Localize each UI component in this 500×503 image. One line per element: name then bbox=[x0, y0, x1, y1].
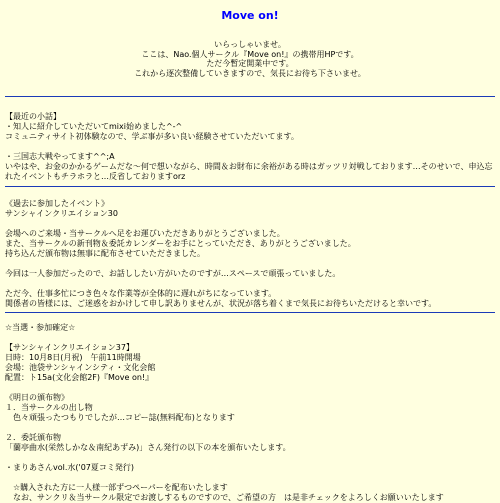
text-line: 【サンシャインクリエイション37】 bbox=[5, 343, 134, 352]
section-heading: ☆当選・参加確定☆ bbox=[5, 323, 76, 332]
section-heading: 《過去に参加したイベント》 bbox=[5, 199, 109, 208]
welcome-line: いらっしゃいませ。 bbox=[214, 40, 286, 49]
divider bbox=[5, 312, 495, 313]
text-line: 日時：10月8日(月祝) 午前11時開場 bbox=[5, 353, 141, 362]
text-line: いやはや、お金のかかるゲームだな～何で想いながら、時間＆お財布に余裕がある時はガッツリ対戦しております…そのせいで、申込忘 bbox=[5, 162, 493, 171]
welcome-line: これから逐次整備していきますので、気長にお待ち下さいませ。 bbox=[134, 68, 366, 78]
text-line: ☆購入された方に一人様一部ずつペーパーを配布いたします bbox=[5, 483, 228, 492]
past-events-section bbox=[5, 199, 495, 309]
welcome-message bbox=[0, 40, 500, 78]
blank-line bbox=[5, 333, 495, 343]
text-line: れたイベントもチラホラと…反省しておりますorz bbox=[5, 172, 186, 181]
blank-line bbox=[5, 279, 495, 289]
blank-line bbox=[5, 259, 495, 269]
text-line: 「蘭亭曲水(栄然しかな＆南紀あずみ)」さん発行の以下の本を頒布いたします。 bbox=[5, 443, 291, 452]
blank-line bbox=[5, 219, 495, 229]
text-line: 関係者の皆様には、ご迷惑をおかけして申し訳ありませんが、状況が落ち着くまで気長にお待ちいただけると幸いです。 bbox=[5, 299, 437, 308]
confirmed-event-section bbox=[5, 323, 495, 503]
section-heading: 【最近の小話】 bbox=[5, 112, 61, 121]
text-line: ・まりあさんvol.水('07夏コミ発行) bbox=[5, 463, 135, 472]
page-title: Move on! bbox=[221, 9, 279, 22]
text-line: 色々頑張ったつもりでしたが…コピー誌(無料配布)となります bbox=[5, 413, 235, 422]
text-line: 《明日の頒布物》 bbox=[5, 393, 69, 402]
blank-line bbox=[5, 423, 495, 433]
blank-line bbox=[5, 453, 495, 463]
welcome-line: ここは、Nao.個人サークル『Move on!』の携帯用HPです。 bbox=[141, 49, 359, 59]
text-line: 会場：池袋サンシャインシティ・文化会館 bbox=[5, 363, 156, 372]
text-line: ・知人に紹介していただいてmixi始めました^-^ bbox=[5, 122, 183, 131]
text-line: ２．委託頒布物 bbox=[5, 433, 61, 442]
divider bbox=[5, 96, 495, 97]
text-line: コミュニティサイト初体験なので、学ぶ事が多い良い経験させていただいてます。 bbox=[5, 132, 299, 141]
blank-line bbox=[5, 473, 495, 483]
text-line: 配置：ト15a(文化会館2F)『Move on!』 bbox=[5, 373, 154, 382]
blank-line bbox=[5, 142, 495, 152]
welcome-line: ただ今暫定開業中です。 bbox=[206, 59, 294, 68]
text-line: ・三国志大戦やってます^^;A bbox=[5, 152, 115, 161]
text-line: また、当サークルの新刊物＆委託カレンダーをお手にとっていただき、ありがとうございました。 bbox=[5, 239, 356, 248]
text-line: １．当サークルの出し物 bbox=[5, 403, 93, 412]
text-line: サンシャインクリエイション30 bbox=[5, 209, 118, 218]
text-line: 今回は一人参加だったので、お話ししたい方がいたのですが…スペースで頑張っていました。 bbox=[5, 269, 341, 278]
text-line: 持ち込んだ頒布物は無事に配布させていただきました。 bbox=[5, 249, 205, 258]
text-line: 会場へのご来場・当サークルへ足をお運びいただきありがとうございました。 bbox=[5, 229, 285, 238]
blank-line bbox=[5, 383, 495, 393]
text-line: なお、サンクリ＆当サークル限定でお渡しするものですので、ご希望の方 は是非チェックをよろしくお願いいたします bbox=[5, 493, 444, 502]
divider bbox=[5, 186, 495, 187]
text-line: ただ今、仕事多忙につき色々な作業等が全体的に遅れがちになっています。 bbox=[5, 289, 277, 298]
news-section bbox=[5, 112, 495, 182]
